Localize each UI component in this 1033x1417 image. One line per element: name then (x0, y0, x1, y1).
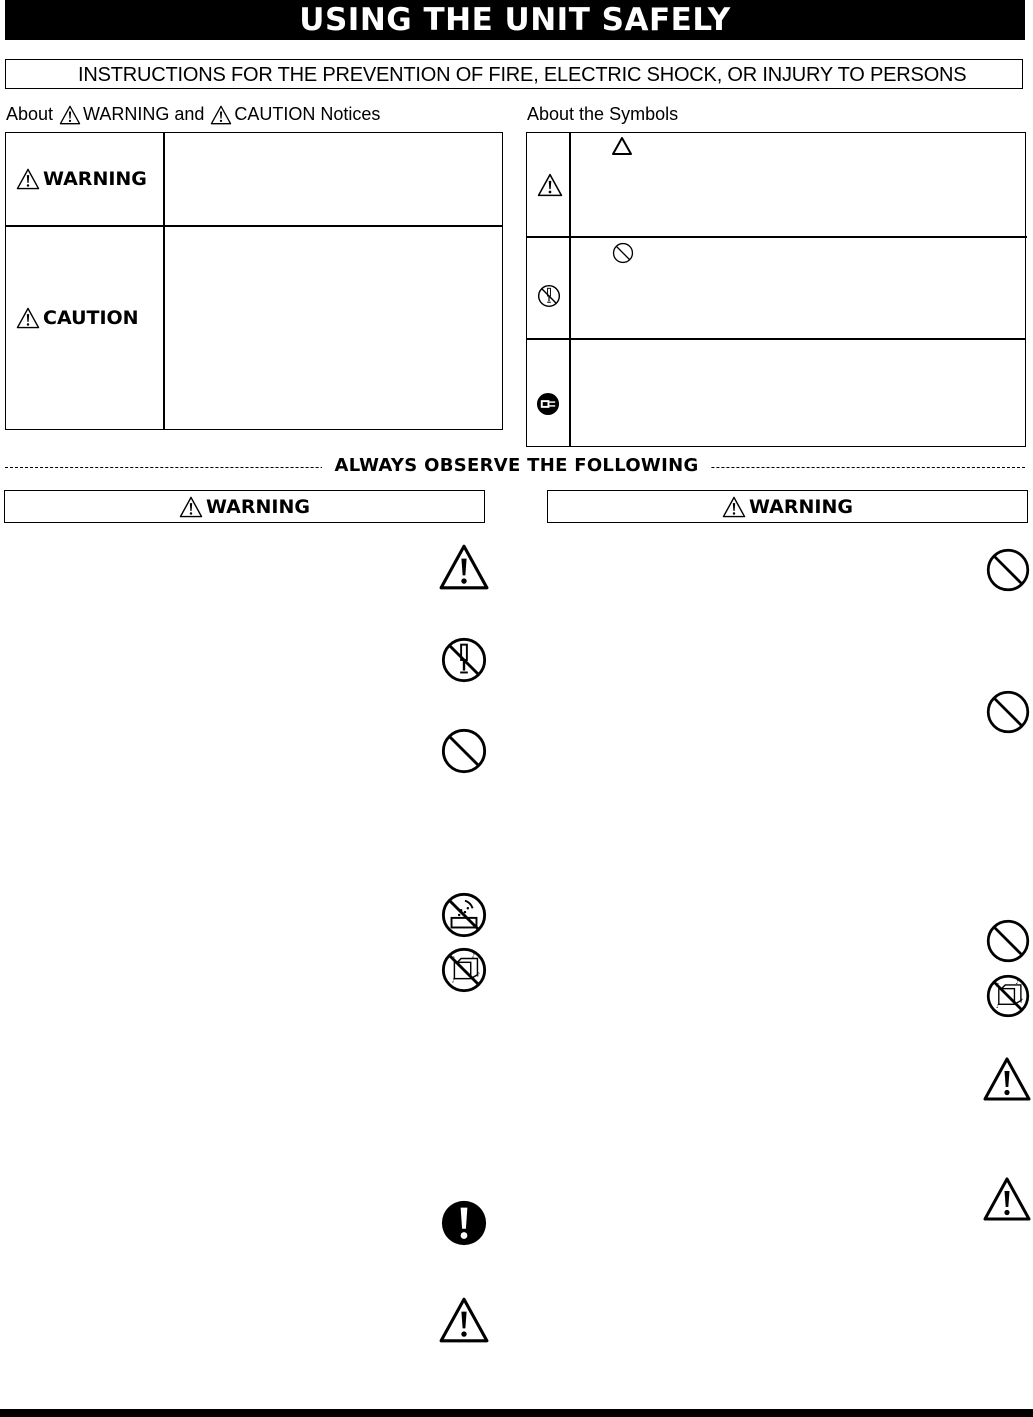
notices-caption-about: About (6, 104, 54, 124)
symbols-caption: About the Symbols (527, 104, 679, 124)
no-water-icon (440, 891, 488, 939)
notices-caption-caution: CAUTION Notices (234, 104, 381, 124)
small-prohibited-icon (612, 242, 634, 264)
caution-label (16, 307, 139, 329)
always-observe-heading: ALWAYS OBSERVE THE FOLLOWING (322, 455, 710, 476)
no-disassembly-icon (537, 284, 561, 308)
prohibited-icon (985, 547, 1031, 593)
notices-caption-warning: WARNING and (83, 104, 205, 124)
notices-caption (6, 104, 380, 125)
caution-triangle-icon (16, 307, 40, 329)
unplug-icon (536, 392, 560, 416)
prohibited-icon (985, 689, 1031, 735)
warning-triangle-icon (16, 168, 40, 190)
instructions-heading: INSTRUCTIONS FOR THE PREVENTION OF FIRE, ELECTRIC SHOCK, OR INJURY TO PERSONS (5, 59, 1023, 89)
symbols-table-divider (569, 132, 571, 447)
left-warning-label: WARNING (206, 495, 310, 518)
notices-table-row-divider (5, 225, 503, 227)
caution-triangle-icon (210, 105, 232, 125)
warning-triangle-icon (722, 496, 746, 518)
symbols-table-row-divider-1 (526, 236, 1027, 238)
prohibited-icon (440, 727, 488, 775)
no-vibration-icon (440, 946, 488, 994)
left-warning-header (4, 490, 485, 523)
notices-table-divider (163, 132, 165, 430)
caution-triangle-icon (982, 1056, 1032, 1102)
warning-label-text: WARNING (43, 168, 147, 190)
right-warning-header (547, 490, 1028, 523)
no-vibration-icon (985, 973, 1031, 1019)
right-warning-label: WARNING (749, 495, 853, 518)
caution-triangle-icon (537, 173, 563, 197)
symbols-table (526, 132, 1026, 447)
no-disassembly-icon (440, 636, 488, 684)
always-observe-banner (0, 455, 1033, 476)
caution-triangle-icon (438, 543, 490, 591)
warning-triangle-icon (59, 105, 81, 125)
caution-label-text: CAUTION (43, 307, 139, 329)
symbols-table-row-divider-2 (526, 338, 1026, 340)
mandatory-action-icon (440, 1199, 488, 1247)
caution-triangle-icon (982, 1176, 1032, 1222)
page-title: USING THE UNIT SAFELY (5, 0, 1025, 40)
bottom-rule (0, 1409, 1033, 1417)
caution-triangle-icon (438, 1296, 490, 1344)
small-triangle-icon (611, 136, 633, 156)
warning-label (16, 168, 147, 190)
warning-triangle-icon (179, 496, 203, 518)
prohibited-icon (985, 918, 1031, 964)
